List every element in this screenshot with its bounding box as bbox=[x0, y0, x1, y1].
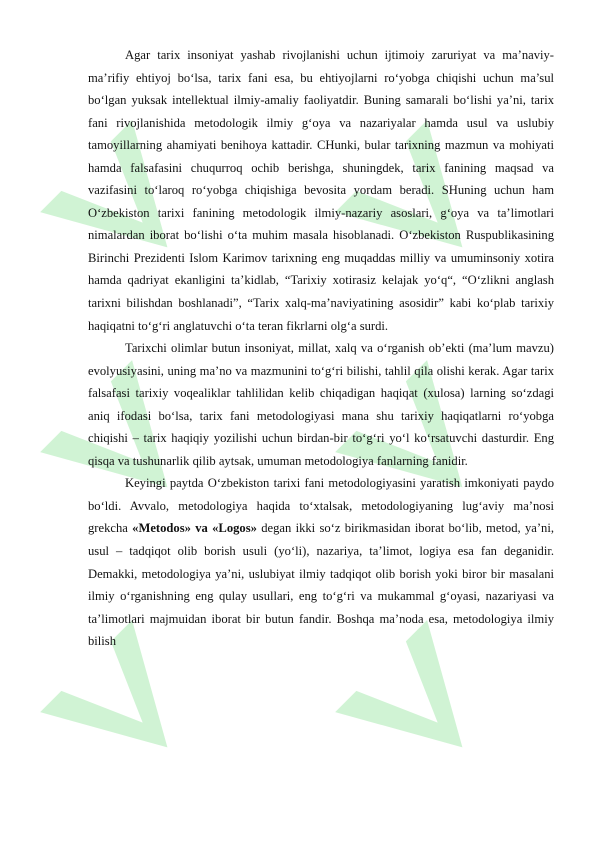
paragraph-3-end: degan ikki so‘z birikmasidan iborat bo‘lib, metod, ya’ni, usul – tadqiqot olib borish usuli (yo‘li), nazariya, ta’limot, logiya esa fan deganidir. Demakki, metodologiya ya’ni, uslubiyat ilmiy tadqiqot olib borish yoki biror bir masalani ilmiy o‘rganishning eng qulay usullari, eng to‘g‘ri va mukammal g‘oyasi, nazariyasi va ta’limotlari majmuidan iborat bir butun fandir. Boshqa ma’noda esa, metodologiya ilmiy bilish bbox=[88, 521, 554, 649]
bold-term: «Metodos» va «Logos» bbox=[132, 521, 257, 536]
paragraph-1: Agar tarix insoniyat yashab rivojlanishi uchun ijtimoiy zaruriyat va ma’naviy-ma’rifiy ehtiyoj bo‘lsa, tarix fani esa, bu ehtiyojlarni ro‘yobga chiqishi uchun ma’sul bo‘lgan yuksak intellektual ilmiy-amaliy faoliyatdir. Buning samarali bo‘lishi ya’ni, tarix fani rivojlanishida metodologik ilmiy g‘oya va nazariyalar hamda usul va uslubiy tamoyillarning ahamiyati benihoya kattadir. CHunki, bular tarixning mazmun va mohiyati hamda falsafasini chuqurroq ochib berishga, shuningdek, tarix fanining maqsad va vazifasini to‘laroq ro‘yobga chiqishiga bevosita yordam beradi. SHuning uchun ham O‘zbekiston tarixi fanining metodologik ilmiy-nazariy asoslari, g‘oya va ta’limotlari nimalardan iborat bo‘lishi o‘ta muhim masala hisoblanadi. O‘zbekiston Ruspublikasining Birinchi Prezidenti Islom Karimov tarixning eng muqaddas milliy va umuminsoniy xotira hamda qadriyat ekanligini ta’kidlab, “Tarixiy xotirasiz kelajak yo‘q“, “O‘zlikni anglash tarixni bilishdan boshlanadi”, “Tarix xalq-ma’naviyatining asosidir” kabi ko‘plab tarixiy haqiqatni to‘g‘ri anglatuvchi o‘ta teran fikrlarni olg‘a surdi. bbox=[88, 48, 554, 333]
paragraph-3-start: Keyingi paytda O‘zbekiston tarixi fani metodologiyasini yaratish imkoniyati paydo bo‘ldi. Avvalo, metodologiya haqida to‘xtalsak, metodologiyaning lug‘aviy ma’nosi grekcha bbox=[88, 476, 554, 536]
body-text bbox=[88, 44, 554, 653]
paragraph-3 bbox=[88, 472, 554, 652]
paragraph-2: Tarixchi olimlar butun insoniyat, millat, xalq va o‘rganish ob’ekti (ma’lum mavzu) evolyusiyasini, uning ma’no va mazmunini to‘g‘ri bilishi, tahlil qila olishi kerak. Agar tarix falsafasi tarixiy voqealiklar tahlilidan kelib chiqadigan haqiqat (xulosa) larning so‘zdagi aniq ifodasi bo‘lsa, tarix fani metodologiyasi mana shu tarixiy haqiqatlarni ro‘yobga chiqishi – tarix haqiqiy yozilishi uchun birdan-bir to‘g‘ri yo‘l ko‘rsatuvchi dasturdir. Eng qisqa va tushunarlik qilib aytsak, umuman metodologiya fanlarning fanidir. bbox=[88, 341, 554, 468]
